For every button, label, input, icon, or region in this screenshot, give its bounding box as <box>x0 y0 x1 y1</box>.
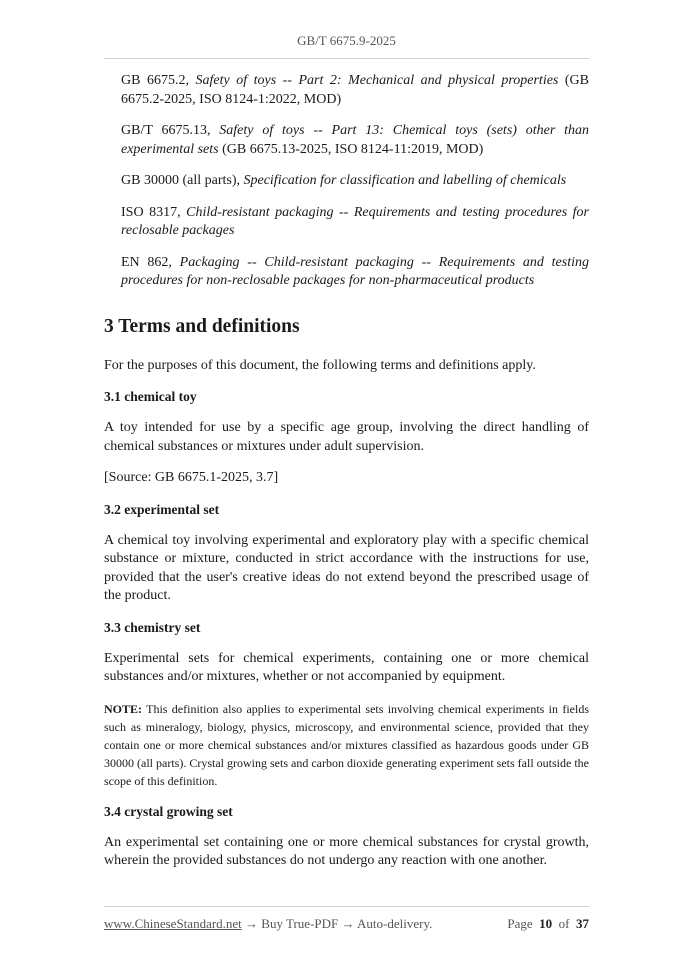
footer-promo <box>104 916 432 932</box>
normative-reference <box>121 72 589 109</box>
page-content <box>104 72 589 884</box>
site-link[interactable]: www.ChineseStandard.net <box>104 916 242 931</box>
reference-title: Child-resistant packaging -- Requirements and testing procedures for reclosable packages <box>121 204 590 238</box>
reference-code: GB 6675.2, <box>121 73 189 88</box>
note-label: NOTE: <box>104 701 143 716</box>
reference-code: ISO 8317, <box>121 204 181 220</box>
term-note <box>104 700 589 790</box>
reference-code: EN 862, <box>121 254 172 270</box>
reference-title: Packaging -- Child-resistant packaging -- Requirements and testing procedures for non-reclosable packages for non-pharmaceutical products <box>121 254 589 288</box>
reference-title: Safety of toys -- Part 2: Mechanical and physical properties <box>195 73 559 88</box>
term-heading: 3.1 chemical toy <box>104 389 197 404</box>
promo-text: → Buy True-PDF → Auto-delivery. <box>241 916 433 931</box>
page-of: of <box>558 916 570 931</box>
page-current: 10 <box>539 916 553 931</box>
normative-reference <box>121 204 589 241</box>
term-definition: A toy intended for use by a specific age group, involving the direct handling of chemical substances or mixtures under adult supervision. <box>104 420 589 454</box>
note-text: This definition also applies to experimental sets involving chemical experiments in fields such as mineralogy, biology, physics, microscopy, and environmental science, provided that they contain one or more chemical substances and/or mixtures classified as hazardous goods under GB 30000 (all parts). Crystal growing sets and carbon dioxide generating experiment sets fall outside the scope of this definition. <box>104 701 589 788</box>
footer-divider <box>104 906 589 907</box>
normative-reference <box>121 122 589 159</box>
page-number <box>507 916 589 932</box>
term-heading: 3.2 experimental set <box>104 501 220 517</box>
term-definition: An experimental set containing one or more chemical substances for crystal growth, wherein the provided substances do not undergo any reaction with one another. <box>104 834 589 868</box>
term-source: [Source: GB 6675.1-2025, 3.7] <box>104 470 279 485</box>
reference-tail: (GB 6675.2-2025, ISO 8124-1:2022, MOD) <box>121 73 589 107</box>
normative-reference <box>121 172 589 191</box>
header-divider <box>104 58 589 59</box>
reference-title: Specification for classification and labelling of chemicals <box>243 173 567 188</box>
section-intro: For the purposes of this document, the following terms and definitions apply. <box>104 357 536 373</box>
header-doc-id: GB/T 6675.9-2025 <box>297 33 396 48</box>
section-heading: 3 Terms and definitions <box>104 315 300 337</box>
page-header <box>0 33 693 49</box>
page-total: 37 <box>576 916 589 931</box>
term-definition: A chemical toy involving experimental and exploratory play with a specific chemical substance or mixture, conducted in strict accordance with the instructions for use, provided that the user's creative ideas do not extend beyond the prescribed usage of the product. <box>104 532 589 603</box>
page-label: Page <box>507 916 533 931</box>
term-definition: Experimental sets for chemical experiments, containing one or more chemical substances and/or mixtures, whether or not accompanied by equipment. <box>104 650 589 684</box>
reference-tail: (GB 6675.13-2025, ISO 8124-11:2019, MOD) <box>218 141 484 157</box>
normative-reference <box>121 254 589 291</box>
reference-title: Safety of toys -- Part 13: Chemical toys (sets) other than experimental sets <box>121 123 590 157</box>
reference-code: GB/T 6675.13, <box>121 123 211 138</box>
term-heading: 3.3 chemistry set <box>104 619 201 635</box>
reference-code: GB 30000 (all parts), <box>121 173 240 188</box>
term-heading: 3.4 crystal growing set <box>104 803 233 819</box>
